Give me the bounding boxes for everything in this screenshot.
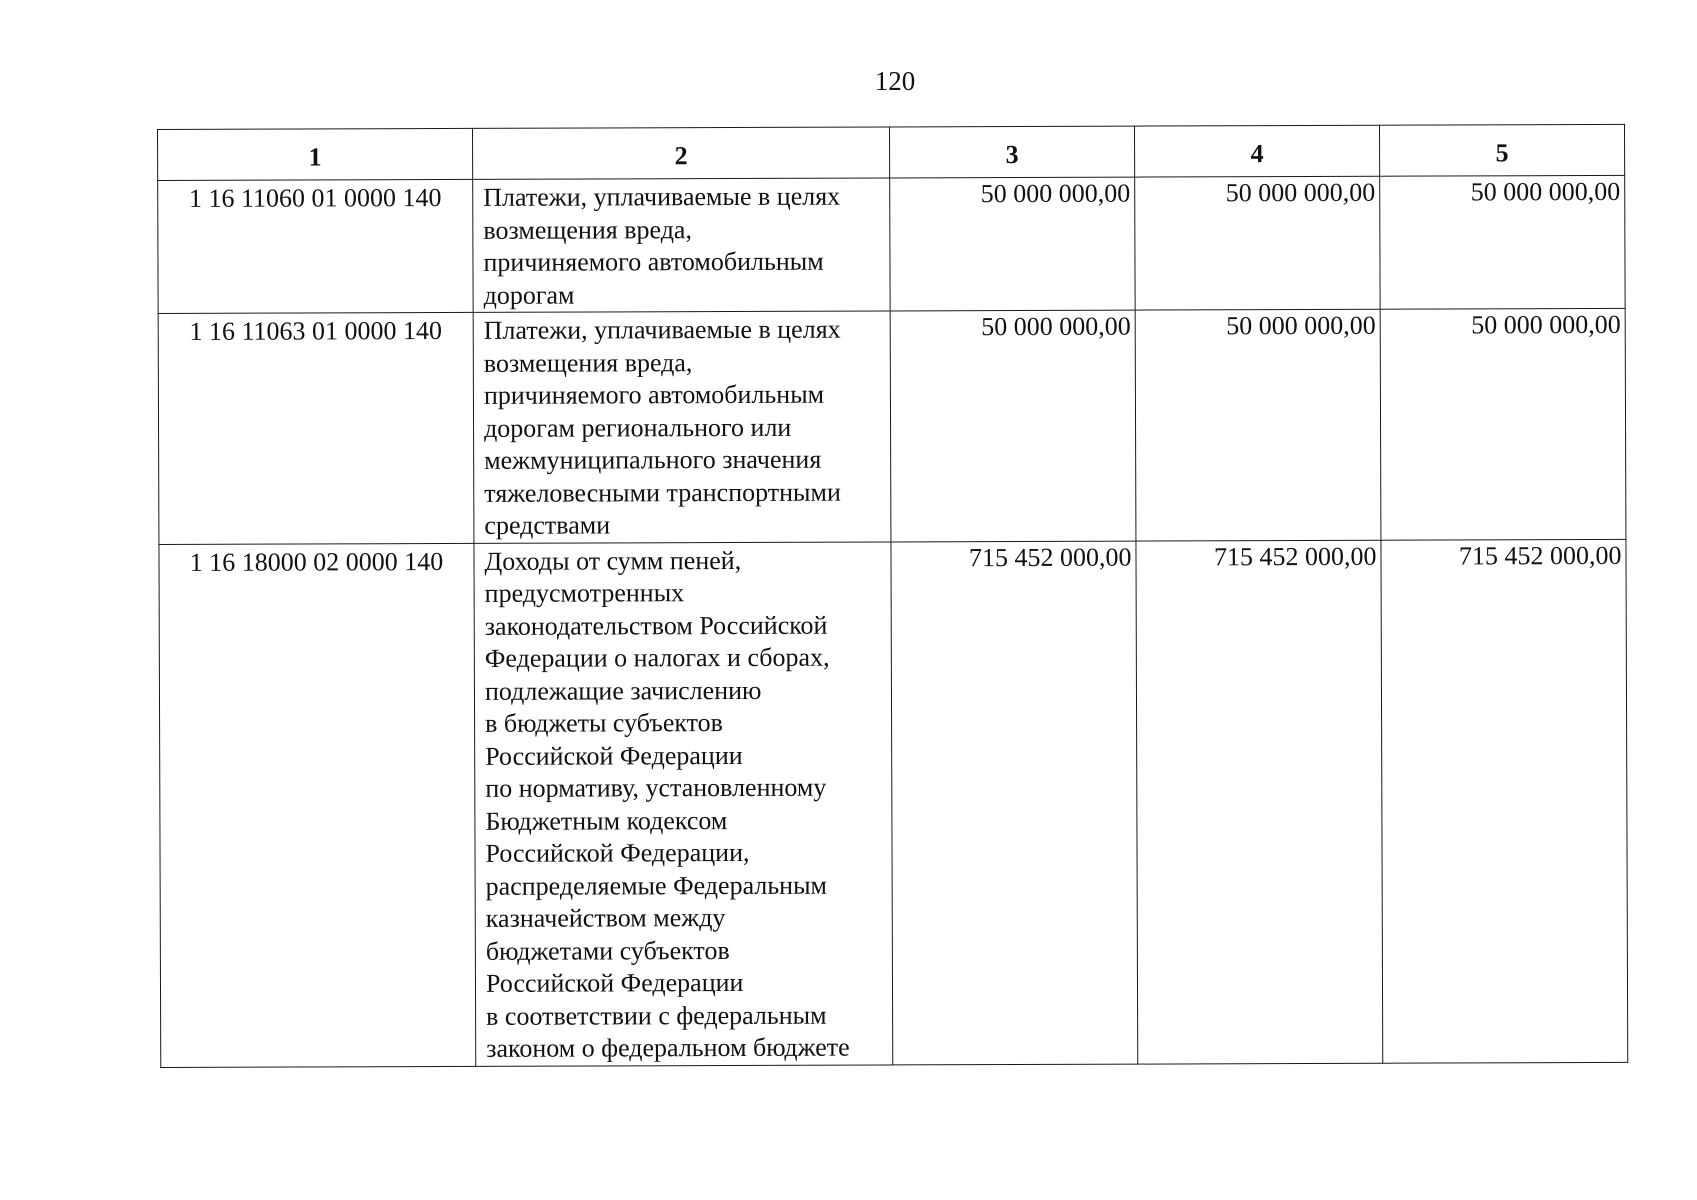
table-header-row [158, 124, 1625, 180]
amount-col4-cell: 50 000 000,00 [1135, 309, 1381, 540]
table-row [158, 308, 1626, 544]
column-header-5: 5 [1379, 124, 1624, 176]
description-line: возмещения вреда, [483, 347, 693, 378]
description-line: законодательством Российской [484, 610, 828, 641]
column-header-4: 4 [1134, 125, 1379, 177]
budget-code-cell: 1 16 18000 02 0000 140 [159, 543, 476, 1067]
description-line: подлежащие зачислению [484, 675, 762, 706]
table-row [159, 539, 1628, 1067]
description-line: тяжеловесными транспортными [484, 477, 841, 508]
description-line: Доходы от сумм пеней, [484, 545, 742, 576]
budget-table [157, 124, 1628, 1068]
description-line: бюджетами субъектов [485, 935, 730, 966]
description-line: в соответствии с федеральным [486, 1000, 827, 1031]
description-line: распределяемые Федеральным [485, 870, 828, 901]
amount-col4-cell: 50 000 000,00 [1135, 176, 1380, 310]
column-header-2: 2 [472, 127, 889, 179]
column-header-1: 1 [158, 128, 473, 180]
description-line: Российской Федерации, [485, 837, 750, 868]
amount-col3-cell: 50 000 000,00 [890, 310, 1136, 541]
description-line: межмуниципального значения [484, 444, 822, 475]
description-cell [473, 178, 890, 312]
budget-code-cell: 1 16 11060 01 0000 140 [158, 179, 473, 313]
table-row [158, 175, 1625, 313]
amount-col3-cell: 715 452 000,00 [891, 541, 1138, 1065]
column-header-3: 3 [889, 126, 1134, 178]
description-line: причиняемого автомобильным [483, 379, 825, 410]
description-line: по нормативу, установленному [485, 772, 827, 803]
description-line: Российской Федерации [485, 740, 743, 771]
description-line: Федерации о налогах и сборах, [484, 642, 830, 673]
description-line: Бюджетным кодексом [485, 805, 728, 836]
amount-col3-cell: 50 000 000,00 [890, 177, 1135, 311]
description-line: Платежи, уплачиваемые в целях [483, 314, 841, 345]
description-line: в бюджеты субъектов [485, 708, 723, 738]
description-line: Платежи, уплачиваемые в целях [483, 181, 841, 212]
description-line: Российской Федерации [485, 967, 744, 998]
budget-code-cell: 1 16 11063 01 0000 140 [158, 312, 474, 544]
amount-col4-cell: 715 452 000,00 [1136, 540, 1383, 1064]
amount-col5-cell: 50 000 000,00 [1380, 308, 1626, 539]
description-line: законом о федеральном бюджете [486, 1032, 850, 1063]
amount-col5-cell: 715 452 000,00 [1381, 539, 1628, 1063]
description-line: причиняемого автомобильным [483, 246, 824, 277]
description-line: предусмотренных [484, 578, 685, 608]
description-line: возмещения вреда, [483, 214, 692, 245]
description-cell [473, 311, 891, 543]
amount-col5-cell: 50 000 000,00 [1380, 175, 1625, 309]
description-line: дорогам регионального или [483, 412, 792, 443]
description-line: дорогам [483, 280, 575, 310]
description-line: средствами [484, 510, 611, 540]
description-line: казначейством между [485, 903, 726, 933]
description-cell [474, 541, 893, 1065]
page-number: 120 [874, 66, 916, 96]
